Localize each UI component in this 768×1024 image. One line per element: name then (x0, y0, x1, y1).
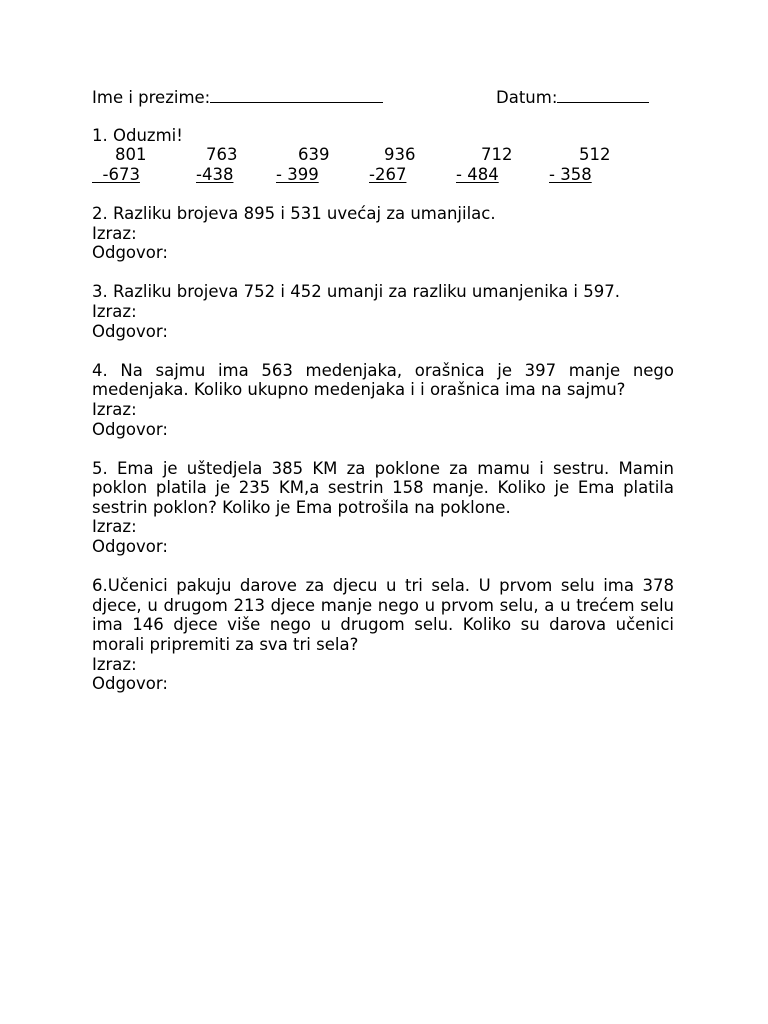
task-6-expression-label: Izraz: (92, 654, 137, 674)
task-5-text: 5. Ema je uštedjela 385 KM za poklone za mamu i sestru. Mamin poklon platila je 235 KM,a sestrin 158 manje. Koliko je Ema platila sestrin poklon? Koliko je Ema potrošila na poklone. (92, 458, 674, 517)
task-3-expression-label: Izraz: (92, 301, 137, 321)
worksheet-header (92, 86, 674, 106)
minuend-3: 639 (298, 145, 330, 165)
task-6-text: 6.Učenici pakuju darove za djecu u tri sela. U prvom selu ima 378 djece, u drugom 213 djece manje nego u prvom selu, a u trećem selu ima 146 djece više nego u drugom selu. Koliko su darova učenici morali pripremiti za sva tri sela? (92, 576, 674, 655)
minuend-1: 801 (115, 145, 147, 165)
task-6 (92, 576, 674, 694)
task-4 (92, 361, 674, 439)
minuend-4: 936 (384, 145, 416, 165)
minuend-2: 763 (206, 145, 238, 165)
task-2 (92, 204, 674, 263)
task-6-answer-label: Odgovor: (92, 674, 168, 694)
task-2-text: 2. Razliku brojeva 895 i 531 uvećaj za umanjilac. (92, 203, 496, 223)
subtrahend-5: - 484 (456, 164, 499, 184)
task-1 (92, 126, 674, 185)
name-blank-line[interactable] (210, 86, 383, 103)
task-3-answer-label: Odgovor: (92, 321, 168, 341)
date-field-group (496, 86, 649, 108)
subtrahend-3: - 399 (276, 164, 319, 184)
task-4-expression-label: Izraz: (92, 399, 137, 419)
name-label: Ime i prezime: (92, 88, 211, 107)
minuend-5: 712 (481, 145, 513, 165)
subtrahend-1: -673 (102, 164, 140, 184)
task-1-title: 1. Oduzmi! (92, 125, 183, 145)
minuends-row (92, 145, 674, 165)
task-5-expression-label: Izraz: (92, 517, 137, 537)
subtrahend-2: -438 (196, 164, 234, 184)
subtrahend-4: -267 (369, 164, 407, 184)
name-field-group (92, 86, 383, 108)
date-blank-line[interactable] (557, 86, 649, 103)
date-label: Datum: (496, 88, 558, 107)
task-4-text: 4. Na sajmu ima 563 medenjaka, orašnica je 397 manje nego medenjaka. Koliko ukupno medenjaka i i orašnica ima na sajmu? (92, 360, 674, 400)
task-5-answer-label: Odgovor: (92, 537, 168, 557)
subtrahend-6: - 358 (549, 164, 592, 184)
task-4-answer-label: Odgovor: (92, 419, 168, 439)
worksheet-page (92, 86, 674, 694)
task-3-text: 3. Razliku brojeva 752 i 452 umanji za razliku umanjenika i 597. (92, 282, 620, 302)
task-3 (92, 282, 674, 341)
minuend-6: 512 (579, 145, 611, 165)
task-2-expression-label: Izraz: (92, 223, 137, 243)
task-2-answer-label: Odgovor: (92, 243, 168, 263)
subtrahends-row (92, 165, 674, 185)
task-5 (92, 459, 674, 557)
